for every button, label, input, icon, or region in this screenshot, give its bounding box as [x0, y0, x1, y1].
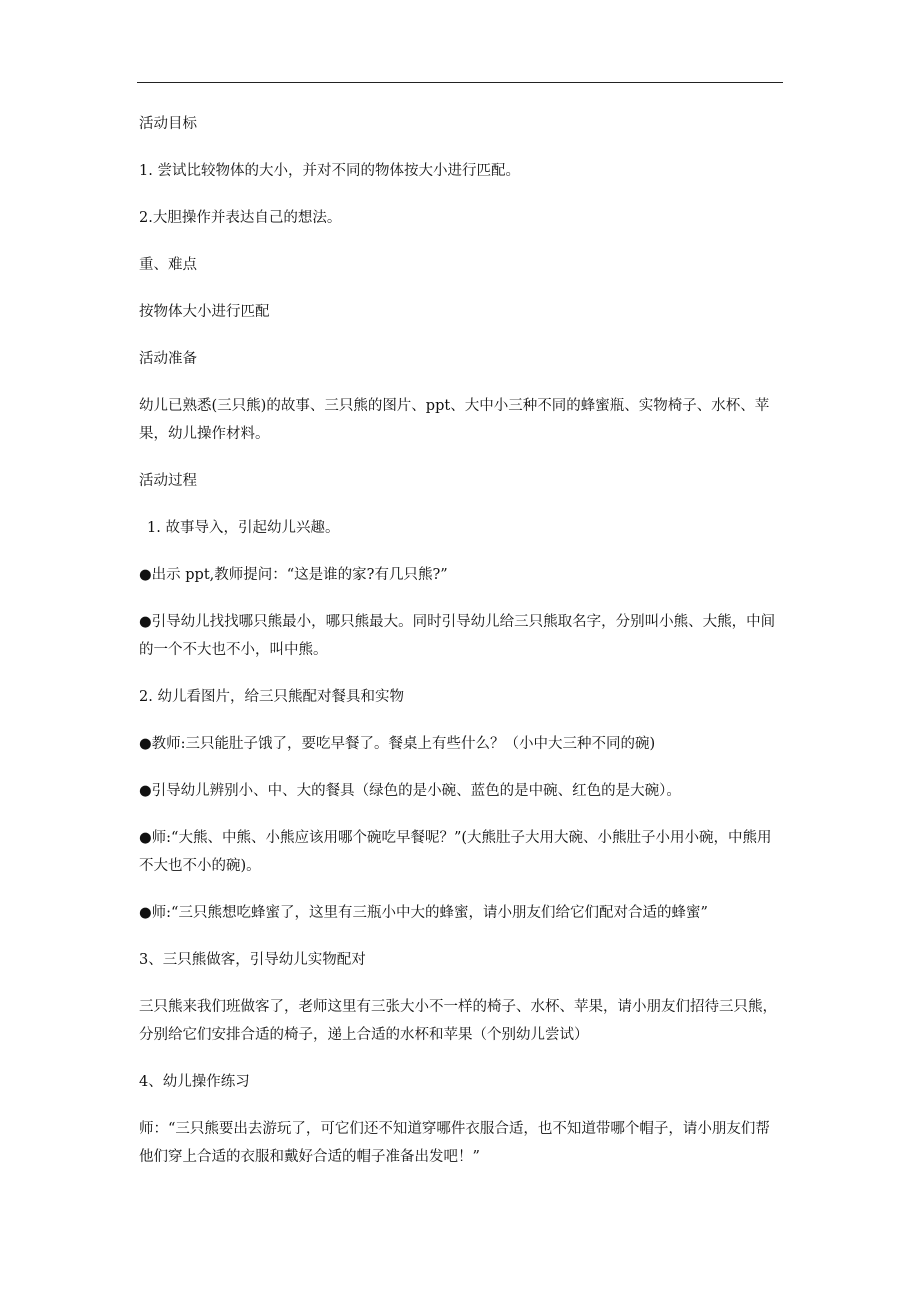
process-step-2: 2. 幼儿看图片，给三只熊配对餐具和实物 [139, 689, 404, 705]
preparation-text: 幼儿已熟悉(三只熊)的故事、三只熊的图片、ppt、大中小三种不同的蜂蜜瓶、实物椅子、水杯、苹果，幼儿操作材料。 [139, 398, 770, 442]
heading-key-points: 重、难点 [139, 257, 197, 273]
bullet-item: ●教师:三只能肚子饿了，要吃早餐了。餐桌上有些什么？（小中大三种不同的碗) [139, 736, 656, 752]
heading-activity-goals: 活动目标 [139, 116, 197, 132]
goal-item-1: 1. 尝试比较物体的大小，并对不同的物体按大小进行匹配。 [139, 163, 520, 179]
bullet-item: ●出示 ppt,教师提问：“这是谁的家?有几只熊?” [139, 567, 448, 583]
bullet-item: ●引导幼儿辨别小、中、大的餐具（绿色的是小碗、蓝色的是中碗、红色的是大碗）。 [139, 783, 681, 799]
key-points-text: 按物体大小进行匹配 [139, 304, 270, 320]
process-step-1: 1. 故事导入，引起幼儿兴趣。 [147, 520, 340, 536]
bullet-item: ●师:“三只熊想吃蜂蜜了，这里有三瓶小中大的蜂蜜，请小朋友们给它们配对合适的蜂蜜” [139, 905, 708, 921]
bullet-item: ●引导幼儿找找哪只熊最小，哪只熊最大。同时引导幼儿给三只熊取名字，分别叫小熊、大熊，中间的一个不大也不小，叫中熊。 [139, 614, 776, 658]
process-step-3-text: 三只熊来我们班做客了，老师这里有三张大小不一样的椅子、水杯、苹果，请小朋友们招待三只熊，分别给它们安排合适的椅子，递上合适的水杯和苹果（个别幼儿尝试） [139, 999, 777, 1043]
heading-preparation: 活动准备 [139, 351, 197, 367]
process-step-3: 3、三只熊做客，引导幼儿实物配对 [139, 952, 366, 968]
process-step-4: 4、幼儿操作练习 [139, 1074, 250, 1090]
process-step-4-text: 师：“三只熊要出去游玩了，可它们还不知道穿哪件衣服合适，也不知道带哪个帽子，请小朋友们帮他们穿上合适的衣服和戴好合适的帽子准备出发吧！” [139, 1121, 770, 1165]
goal-item-2: 2.大胆操作并表达自己的想法。 [139, 210, 342, 226]
bullet-item: ●师:“大熊、中熊、小熊应该用哪个碗吃早餐呢？”(大熊肚子大用大碗、小熊肚子小用小碗，中熊用不大也不小的碗)。 [139, 830, 772, 874]
document-body [139, 110, 784, 1190]
heading-process: 活动过程 [139, 473, 197, 489]
header-rule [137, 82, 783, 83]
